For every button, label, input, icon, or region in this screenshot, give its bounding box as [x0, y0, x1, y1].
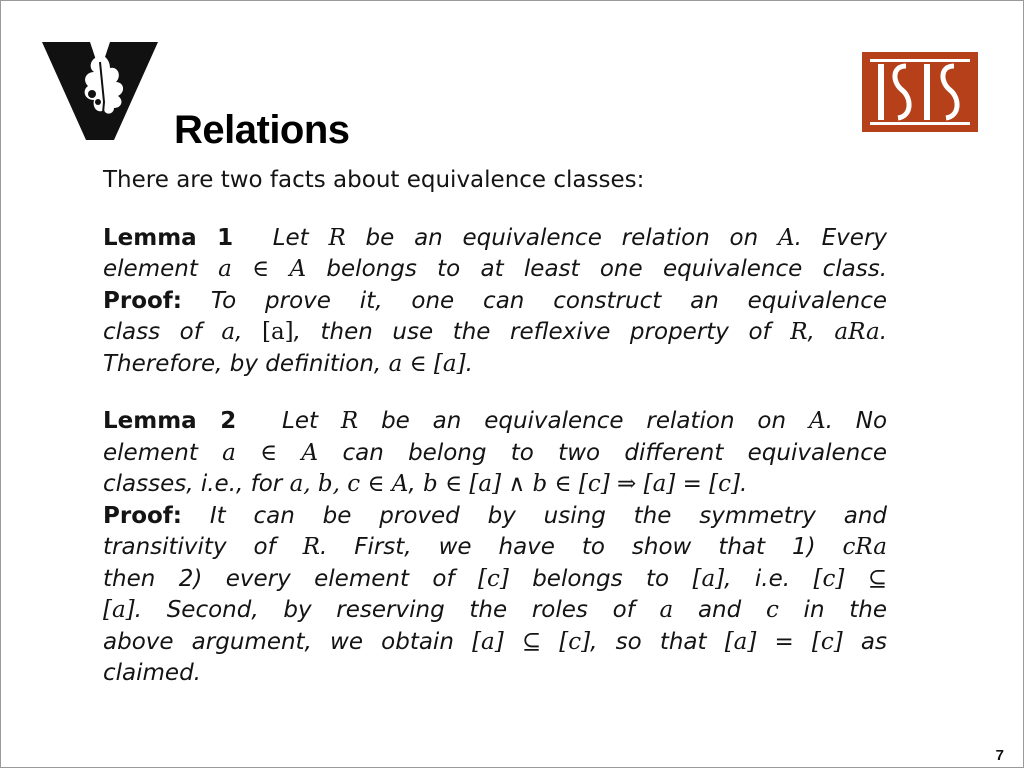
isis-logo [862, 52, 978, 132]
svg-text:ISIS: ISIS [920, 98, 922, 99]
slide-title: Relations [174, 108, 350, 152]
intro-text: There are two facts about equivalence classes: [103, 167, 645, 193]
lemma-2-line-6: then 2) every element of [c] belongs to [a], i.e. [c] ⊆ [103, 565, 887, 592]
lemma-1-line-3: Proof: To prove it, one can construct an equivalence [103, 287, 887, 314]
lemma-2-line-1: Lemma 2 Let R be an equivalence relation on A. No [103, 408, 888, 434]
lemma-2-line-5: transitivity of R. First, we have to show that 1) cRa [103, 534, 887, 560]
proof-1-label: Proof: [103, 287, 183, 314]
proof-2-label: Proof: [103, 502, 183, 529]
lemma-2-label: Lemma 2 [103, 408, 237, 434]
lemma-1-line-4: class of a, [a], then use the reflexive property of R, aRa. [103, 319, 887, 345]
lemma-2-line-3: classes, i.e., for a, b, c ∈ A, b ∈ [a] ∧ b ∈ [c] ⇒ [a] = [c]. [103, 471, 748, 497]
lemma-1-label: Lemma 1 [103, 224, 234, 251]
lemma-2-line-7: [a]. Second, by reserving the roles of a and c in the [103, 597, 887, 623]
lemma-1-line-2: element a ∈ A belongs to at least one equivalence class. [103, 256, 887, 282]
page-number: 7 [995, 747, 1004, 764]
lemma-1-line-5: Therefore, by definition, a ∈ [a]. [103, 350, 473, 377]
lemma-1-block [103, 223, 887, 381]
vanderbilt-logo [42, 42, 158, 140]
lemma-2-line-2: element a ∈ A can belong to two different equivalence [103, 439, 887, 466]
lemma-1-line-1: Lemma 1 Let R be an equivalence relation on A. Every [103, 224, 888, 251]
lemma-2-line-8: above argument, we obtain [a] ⊆ [c], so that [a] = [c] as [103, 628, 887, 655]
lemma-2-line-9: claimed. [103, 660, 201, 686]
lemma-2-block [103, 406, 887, 690]
slide-body [103, 165, 887, 716]
lemma-2-line-4: Proof: It can be proved by using the symmetry and [103, 502, 887, 529]
